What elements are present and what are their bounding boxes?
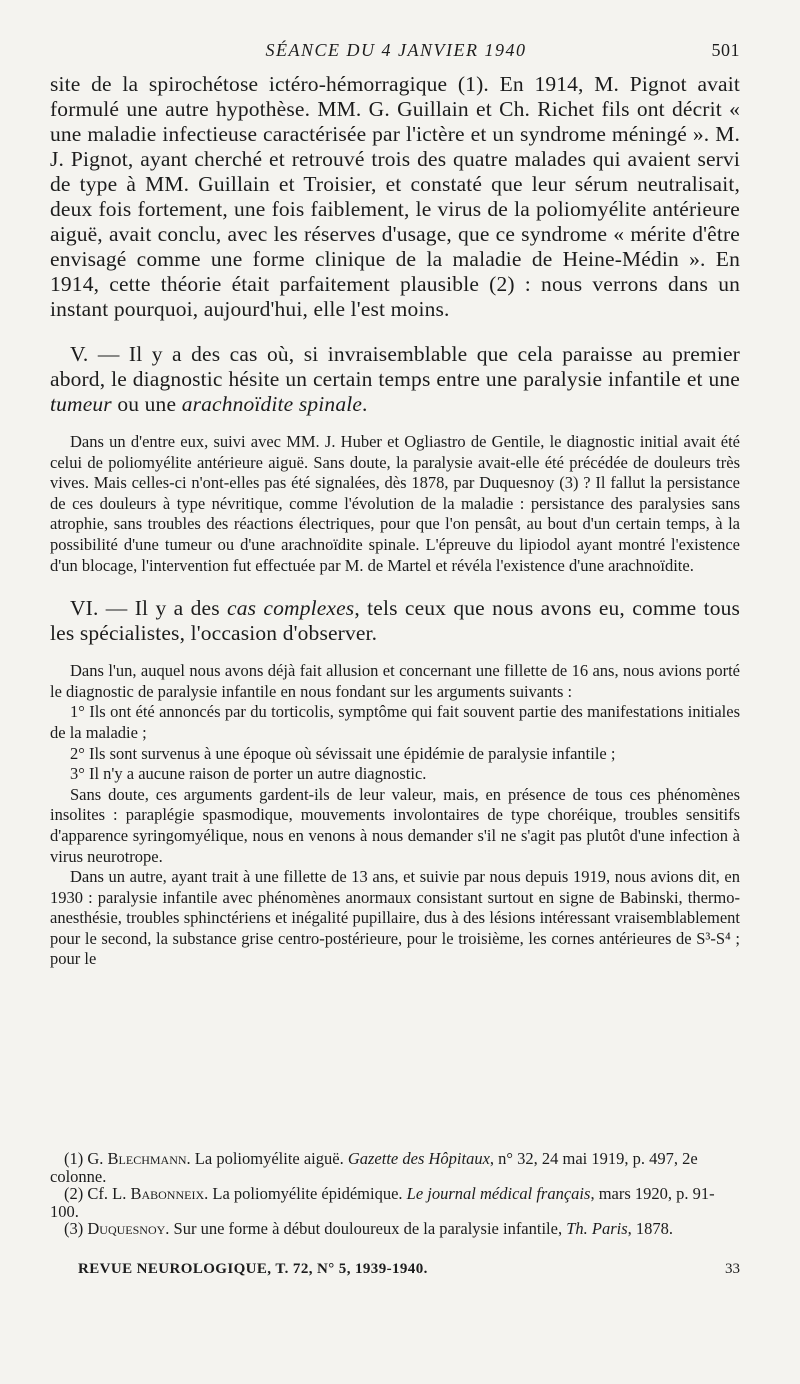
section-vi-emphasis: cas complexes bbox=[227, 596, 355, 621]
paragraph-doubt: Sans doute, ces arguments gardent-ils de leur valeur, mais, en présence de tous ces phénomènes insolites : paraplégie spasmodique, mouvements involontaires de type choréique, troubles sensitifs d'apparence syringomyélique, nous en venons à nous demander s'il ne s'agit pas plutôt d'une infection à virus neurotrope. bbox=[50, 784, 740, 866]
footnote-2-details: , mars 1920, p. 91-100. bbox=[50, 1184, 715, 1221]
section-vi-rest: , tels ceux que nous avons eu, comme tous les spécialistes, l'occasion d'observer. bbox=[50, 596, 741, 646]
footnote-2-number: (2) Cf. L. bbox=[64, 1184, 131, 1204]
article-body bbox=[50, 72, 740, 970]
footnote-3 bbox=[50, 1220, 740, 1238]
footnote-2 bbox=[50, 1185, 740, 1220]
paragraph-other-case: Dans un autre, ayant trait à une fillette de 13 ans, et suivie par nous depuis 1919, nous avions dit, en 1930 : paralysie infantile avec phénomènes anormaux consistant surtout en signe de Babinski, thermo-anesthésie, troubles sphinctériens et inégalité pupillaire, dus à des lésions intéressant vraisemblablement pour le second, la substance grise centro-postérieure, pour le troisième, les cornes antérieures de S³-S⁴ ; pour le bbox=[50, 867, 740, 969]
running-title: SÉANCE DU 4 JANVIER 1940 bbox=[265, 40, 527, 60]
list-item-3: 3° Il n'y a aucune raison de porter un autre diagnostic. bbox=[70, 764, 427, 784]
paragraph-vi-case1: Dans l'un, auquel nous avons déjà fait allusion et concernant une fillette de 16 ans, nous avions porté le diagnostic de paralysie infantile en nous fondant sur les arguments suivants : bbox=[50, 661, 740, 701]
footnote-2-title: . La poliomyélite épidémique. bbox=[204, 1184, 407, 1204]
page-footer bbox=[78, 1258, 740, 1280]
section-vi-heading bbox=[50, 596, 740, 646]
section-v-tumeur: tumeur bbox=[50, 392, 112, 416]
footnote-3-title: . Sur une forme à début douloureux de la paralysie infantile, bbox=[165, 1219, 567, 1239]
section-v-end: . bbox=[362, 392, 368, 416]
footnote-1 bbox=[50, 1150, 740, 1185]
journal-citation: REVUE NEUROLOGIQUE, T. 72, N° 5, 1939-1940. bbox=[78, 1261, 428, 1277]
section-v-heading bbox=[50, 342, 740, 417]
page-number: 501 bbox=[711, 40, 740, 60]
section-v-mid: ou une bbox=[111, 392, 182, 416]
list-item-2: 2° Ils sont survenus à une époque où sévissait une épidémie de paralysie infantile ; bbox=[70, 743, 616, 763]
section-v-arachnoiditis: arachnoïdite spinale bbox=[181, 392, 363, 416]
footnotes bbox=[50, 1150, 740, 1238]
footnote-1-details: , n° 32, 24 mai 1919, p. 497, 2e colonne. bbox=[50, 1149, 698, 1186]
section-v-lead: V. — Il y a des cas où, si invraisemblable que cela paraisse au premier abord, le diagnostic hésite un certain temps entre une paralysie infantile et une bbox=[50, 342, 740, 391]
paragraph-intro: site de la spirochétose ictéro-hémorragique (1). En 1914, M. Pignot avait formulé une autre hypothèse. MM. G. Guillain et Ch. Richet fils ont décrit « une maladie infectieuse caractérisée par l'ictère et un syndrome méningé ». M. J. Pignot, ayant cherché et retrouvé trois des quatre malades qui avaient servi de type à MM. Guillain et Troisier, et constaté que leur sérum neutralisait, deux fois fortement, une fois faiblement, le virus de la poliomyélite antérieure aiguë, avait conclu, avec les réserves d'usage, que ce syndrome « mérite d'être envisagé comme une forme clinique de la maladie de Heine-Médin ». En 1914, cette théorie était parfaitement plausible (2) : nous verrons dans un instant pourquoi, aujourd'hui, elle l'est moins. bbox=[50, 72, 740, 321]
footnote-1-author: Blechmann bbox=[107, 1149, 187, 1168]
footnote-2-journal: Le journal médical français bbox=[406, 1184, 591, 1204]
footnote-1-title: . La poliomyélite aiguë. bbox=[186, 1149, 348, 1168]
footnote-3-number: (3) bbox=[64, 1219, 88, 1239]
running-header bbox=[52, 38, 740, 62]
footnote-1-number: (1) G. bbox=[64, 1149, 108, 1168]
footnote-3-details: , 1878. bbox=[627, 1219, 674, 1239]
footnote-3-author: Duquesnoy bbox=[87, 1219, 166, 1239]
section-vi-lead: VI. — Il y a des bbox=[70, 596, 228, 621]
footnote-2-author: Babonneix bbox=[130, 1184, 205, 1204]
footnote-3-journal: Th. Paris bbox=[566, 1219, 628, 1239]
list-item-1: 1° Ils ont été annoncés par du torticolis, symptôme qui fait souvent partie des manifestations initiales de la maladie ; bbox=[50, 702, 740, 742]
footnote-1-journal: Gazette des Hôpitaux bbox=[347, 1149, 490, 1168]
signature-number: 33 bbox=[725, 1261, 740, 1277]
paragraph-v-case: Dans un d'entre eux, suivi avec MM. J. Huber et Ogliastro de Gentile, le diagnostic initial avait été celui de poliomyélite antérieure aiguë. Sans doute, la paralysie avait-elle été précédée de douleurs très vives. Mais celles-ci n'ont-elles pas été signalées, dès 1878, par Duquesnoy (3) ? Il fallut la persistance de ces douleurs à type névritique, comme l'évolution de la maladie : persistance des paralysies sans atrophie, sans troubles des réactions électriques, pour que l'on pensât, au bout d'un certain temps, à la possibilité d'une tumeur ou d'une arachnoïdite spinale. L'épreuve du lipiodol ayant montré l'existence d'un blocage, l'intervention fut effectuée par M. de Martel et révéla l'existence d'une arachnoïdite. bbox=[50, 432, 740, 575]
